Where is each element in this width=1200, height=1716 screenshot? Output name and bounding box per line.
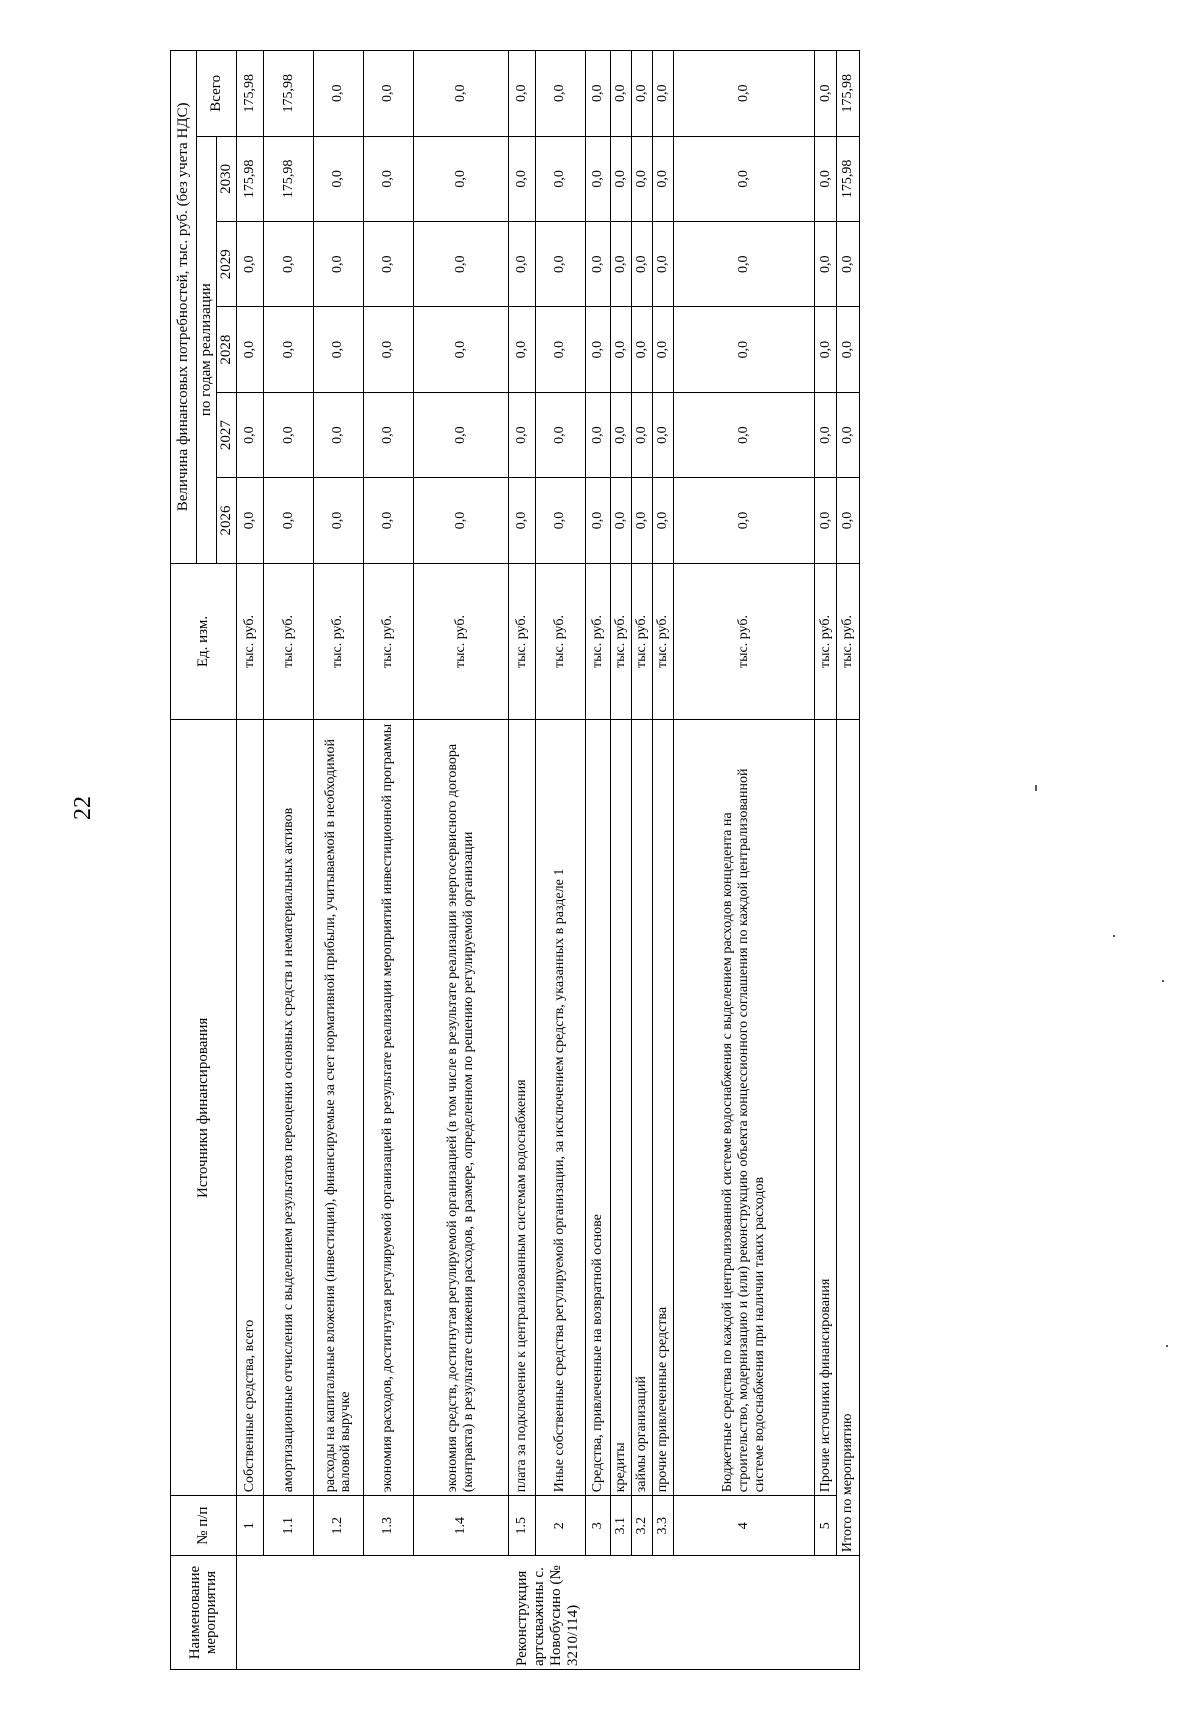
row-value: 0,0 xyxy=(313,222,363,307)
row-value: 0,0 xyxy=(263,392,313,477)
row-value: 0,0 xyxy=(535,307,585,392)
row-value: 0,0 xyxy=(585,222,610,307)
row-source: Прочие источники финансирования xyxy=(814,720,837,1496)
row-total: 0,0 xyxy=(313,51,363,137)
scan-speck xyxy=(1166,1345,1168,1347)
row-value: 175,98 xyxy=(263,136,313,221)
total-grand: 175,98 xyxy=(837,51,860,137)
row-total: 0,0 xyxy=(610,51,631,137)
header-year: 2029 xyxy=(216,222,236,307)
row-unit: тыс. руб. xyxy=(413,563,508,720)
table-row xyxy=(585,51,610,1670)
row-value: 0,0 xyxy=(236,222,263,307)
row-value: 0,0 xyxy=(413,478,508,563)
total-value: 0,0 xyxy=(837,478,860,563)
total-value: 0,0 xyxy=(837,307,860,392)
row-value: 0,0 xyxy=(814,392,837,477)
row-value: 0,0 xyxy=(535,222,585,307)
row-value: 0,0 xyxy=(535,392,585,477)
table-row xyxy=(610,51,631,1670)
row-value: 0,0 xyxy=(631,307,652,392)
row-source: амортизационные отчисления с выделением результатов переоценки основных средств и нематериальных активов xyxy=(263,720,313,1496)
row-value: 0,0 xyxy=(363,478,413,563)
total-row xyxy=(837,51,860,1670)
row-total: 0,0 xyxy=(413,51,508,137)
row-unit: тыс. руб. xyxy=(674,563,814,720)
row-value: 0,0 xyxy=(236,307,263,392)
row-number: 1 xyxy=(236,1496,263,1556)
row-value: 0,0 xyxy=(814,478,837,563)
table-row xyxy=(313,51,363,1670)
row-value: 175,98 xyxy=(236,136,263,221)
row-number: 5 xyxy=(814,1496,837,1556)
row-number: 3 xyxy=(585,1496,610,1556)
table-row xyxy=(413,51,508,1670)
page-number: 22 xyxy=(70,796,96,820)
row-value: 0,0 xyxy=(631,136,652,221)
row-value: 0,0 xyxy=(313,478,363,563)
scan-speck xyxy=(1113,935,1115,937)
total-label: Итого по мероприятию xyxy=(837,720,860,1556)
row-value: 0,0 xyxy=(652,478,673,563)
row-value: 0,0 xyxy=(674,392,814,477)
row-source: кредиты xyxy=(610,720,631,1496)
row-value: 0,0 xyxy=(610,478,631,563)
row-value: 0,0 xyxy=(585,392,610,477)
row-unit: тыс. руб. xyxy=(363,563,413,720)
row-value: 0,0 xyxy=(585,136,610,221)
header-measure-name: Наименование мероприятия xyxy=(171,1556,237,1670)
row-value: 0,0 xyxy=(631,392,652,477)
table-row xyxy=(674,51,814,1670)
total-unit: тыс. руб. xyxy=(837,563,860,720)
row-value: 0,0 xyxy=(508,392,535,477)
table-row xyxy=(535,51,585,1670)
table-row xyxy=(508,51,535,1670)
row-value: 0,0 xyxy=(585,478,610,563)
row-value: 0,0 xyxy=(508,136,535,221)
row-value: 0,0 xyxy=(535,136,585,221)
table-row xyxy=(263,51,313,1670)
table-row xyxy=(814,51,837,1670)
row-value: 0,0 xyxy=(652,222,673,307)
row-value: 0,0 xyxy=(508,307,535,392)
row-number: 4 xyxy=(674,1496,814,1556)
row-unit: тыс. руб. xyxy=(631,563,652,720)
row-value: 0,0 xyxy=(814,136,837,221)
row-value: 0,0 xyxy=(508,222,535,307)
row-total: 0,0 xyxy=(631,51,652,137)
header-year: 2030 xyxy=(216,136,236,221)
row-total: 0,0 xyxy=(652,51,673,137)
row-source: расходы на капитальные вложения (инвестиции), финансируемые за счет нормативной прибыли, учитываемой в необходимой валовой выручке xyxy=(313,720,363,1496)
row-value: 0,0 xyxy=(363,307,413,392)
row-number: 1.4 xyxy=(413,1496,508,1556)
row-value: 0,0 xyxy=(631,222,652,307)
row-value: 0,0 xyxy=(674,307,814,392)
row-value: 0,0 xyxy=(313,307,363,392)
row-value: 0,0 xyxy=(413,307,508,392)
financing-table xyxy=(170,50,860,1670)
table-row xyxy=(652,51,673,1670)
row-value: 0,0 xyxy=(814,222,837,307)
row-value: 0,0 xyxy=(263,222,313,307)
row-unit: тыс. руб. xyxy=(652,563,673,720)
row-value: 0,0 xyxy=(236,478,263,563)
table-row xyxy=(363,51,413,1670)
row-number: 3.1 xyxy=(610,1496,631,1556)
row-value: 0,0 xyxy=(610,222,631,307)
row-value: 0,0 xyxy=(814,307,837,392)
row-unit: тыс. руб. xyxy=(814,563,837,720)
header-total: Всего xyxy=(197,51,237,137)
row-source: экономия средств, достигнутая регулируемой организацией (в том числе в результате реализации энергосервисного договора (контракта) в результате снижения расходов, в размере, определенном по решению регулируемой организации xyxy=(413,720,508,1496)
row-value: 0,0 xyxy=(652,136,673,221)
row-total: 0,0 xyxy=(674,51,814,137)
row-value: 0,0 xyxy=(508,478,535,563)
header-year: 2027 xyxy=(216,392,236,477)
row-source: прочие привлеченные средства xyxy=(652,720,673,1496)
row-unit: тыс. руб. xyxy=(610,563,631,720)
row-source: плата за подключение к централизованным системам водоснабжения xyxy=(508,720,535,1496)
total-value: 0,0 xyxy=(837,392,860,477)
row-value: 0,0 xyxy=(674,478,814,563)
row-number: 2 xyxy=(535,1496,585,1556)
row-unit: тыс. руб. xyxy=(508,563,535,720)
header-value-group: Величина финансовых потребностей, тыс. руб. (без учета НДС) xyxy=(171,51,197,564)
financing-table-container xyxy=(170,50,860,1670)
table-row xyxy=(236,51,263,1670)
row-unit: тыс. руб. xyxy=(585,563,610,720)
row-source: займы организаций xyxy=(631,720,652,1496)
row-total: 0,0 xyxy=(814,51,837,137)
row-total: 0,0 xyxy=(585,51,610,137)
row-source: Средства, привлеченные на возвратной основе xyxy=(585,720,610,1496)
header-unit: Ед. изм. xyxy=(171,563,237,720)
row-unit: тыс. руб. xyxy=(263,563,313,720)
row-value: 0,0 xyxy=(674,222,814,307)
row-source: Собственные средства, всего xyxy=(236,720,263,1496)
row-number: 1.1 xyxy=(263,1496,313,1556)
row-number: 1.5 xyxy=(508,1496,535,1556)
scan-speck xyxy=(1162,980,1164,982)
row-value: 0,0 xyxy=(535,478,585,563)
row-value: 0,0 xyxy=(413,136,508,221)
row-total: 0,0 xyxy=(363,51,413,137)
row-value: 0,0 xyxy=(610,307,631,392)
total-value: 0,0 xyxy=(837,222,860,307)
row-value: 0,0 xyxy=(363,392,413,477)
row-value: 0,0 xyxy=(413,222,508,307)
table-row xyxy=(631,51,652,1670)
row-source: Иные собственные средства регулируемой организации, за исключением средств, указанных в разделе 1 xyxy=(535,720,585,1496)
row-value: 0,0 xyxy=(674,136,814,221)
row-number: 1.2 xyxy=(313,1496,363,1556)
row-value: 0,0 xyxy=(236,392,263,477)
header-number: № п/п xyxy=(171,1496,237,1556)
row-unit: тыс. руб. xyxy=(236,563,263,720)
row-value: 0,0 xyxy=(585,307,610,392)
row-total: 0,0 xyxy=(535,51,585,137)
row-value: 0,0 xyxy=(413,392,508,477)
row-value: 0,0 xyxy=(263,307,313,392)
header-year: 2028 xyxy=(216,307,236,392)
scan-speck xyxy=(1035,785,1037,791)
row-total: 175,98 xyxy=(236,51,263,137)
row-value: 0,0 xyxy=(363,222,413,307)
row-value: 0,0 xyxy=(610,392,631,477)
row-number: 3.3 xyxy=(652,1496,673,1556)
header-source: Источники финансирования xyxy=(171,720,237,1496)
row-value: 0,0 xyxy=(363,136,413,221)
row-total: 175,98 xyxy=(263,51,313,137)
row-number: 1.3 xyxy=(363,1496,413,1556)
header-by-years: по годам реализации xyxy=(197,136,217,563)
row-source: экономия расходов, достигнутая регулируемой организацией в результате реализации мероприятий инвестиционной программы xyxy=(363,720,413,1496)
row-value: 0,0 xyxy=(652,307,673,392)
row-unit: тыс. руб. xyxy=(535,563,585,720)
row-value: 0,0 xyxy=(313,392,363,477)
row-number: 3.2 xyxy=(631,1496,652,1556)
row-value: 0,0 xyxy=(313,136,363,221)
measure-name: Реконструкция артскважины с. Новобусино (№ 3210/114) xyxy=(236,1556,859,1670)
row-unit: тыс. руб. xyxy=(313,563,363,720)
row-value: 0,0 xyxy=(652,392,673,477)
row-value: 0,0 xyxy=(263,478,313,563)
row-value: 0,0 xyxy=(610,136,631,221)
total-value: 175,98 xyxy=(837,136,860,221)
header-year: 2026 xyxy=(216,478,236,563)
row-value: 0,0 xyxy=(631,478,652,563)
row-source: Бюджетные средства по каждой централизованной системе водоснабжения с выделением расходов концедента на строительство, модернизацию и (или) реконструкцию объекта концессионного соглашения по каждой централизованной системе водоснабжения при наличии таких расходов xyxy=(674,720,814,1496)
row-total: 0,0 xyxy=(508,51,535,137)
